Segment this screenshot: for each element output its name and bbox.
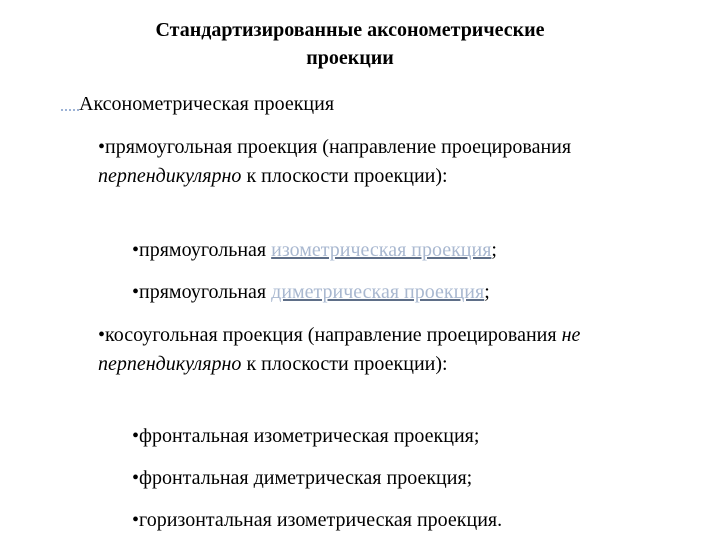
list-item [132, 423, 692, 449]
bullet: • [132, 281, 140, 303]
item-text: горизонтальная изометрическая проекция. [139, 509, 503, 531]
item-text: прямоугольная [139, 281, 272, 303]
emphasis-text: не перпендикулярно [98, 324, 581, 375]
list-item [132, 465, 692, 491]
emphasis-text: перпендикулярно [98, 165, 242, 187]
isometric-projection-link[interactable]: изометрическая проекция [271, 239, 492, 261]
dimetric-projection-link[interactable]: диметрическая проекция [271, 281, 485, 303]
bullet: • [98, 324, 106, 346]
bullet: • [132, 239, 140, 261]
dotted-marker [61, 109, 79, 111]
list-item [132, 507, 692, 533]
item-punct: ; [484, 281, 490, 303]
item-text: фронтальная изометрическая проекция; [139, 425, 480, 447]
page-title [90, 16, 610, 72]
paragraph-text-end: к плоскости проекции): [241, 353, 448, 375]
paragraph-text-end: к плоскости проекции): [241, 165, 448, 187]
bullet: • [98, 136, 106, 158]
bullet: • [132, 509, 140, 531]
rectangular-projection-paragraph [98, 133, 618, 191]
title-line-2: проекции [306, 47, 394, 69]
bullet: • [132, 425, 140, 447]
list-item [132, 237, 692, 263]
paragraph-text: прямоугольная проекция (направление проецирования [105, 136, 572, 158]
section-heading: Аксонометрическая проекция [79, 93, 335, 115]
paragraph-text: косоугольная проекция (направление проецирования [105, 324, 562, 346]
list-item [132, 279, 692, 305]
item-text: прямоугольная [139, 239, 272, 261]
bullet: • [132, 467, 140, 489]
title-line-1: Стандартизированные аксонометрические [155, 19, 545, 41]
item-punct: ; [491, 239, 497, 261]
item-text: фронтальная диметрическая проекция; [139, 467, 473, 489]
oblique-projection-paragraph [98, 321, 618, 379]
